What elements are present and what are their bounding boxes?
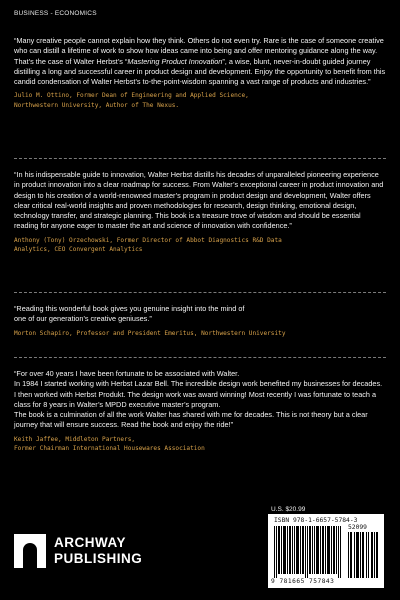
blurb-ottino bbox=[14, 36, 386, 111]
quote-text: “Many creative people cannot explain how they think. Others do not even try. Rare is the case of someone creative who can distill a lifetime of work to show how ideas came into being and offer mentoring guidance along the way. That’s the case of Walter Herbst’s “ bbox=[14, 36, 384, 66]
blurb-attribution bbox=[14, 329, 386, 339]
blurb-quote bbox=[14, 36, 386, 87]
blurb-jaffee bbox=[14, 369, 386, 454]
blurb-paragraph: The book is a culmination of all the work Walter has shared with me for decades. This is not theory but a clear journey that will ensure success. Read the book and enjoy the ride!” bbox=[14, 410, 368, 430]
attribution-line: Northwestern University, Author of The Nexus. bbox=[14, 102, 180, 110]
isbn-label: ISBN 978-1-6657-5784-3 bbox=[274, 517, 358, 524]
publisher-logo bbox=[14, 532, 174, 572]
blurb-paragraph: “For over 40 years I have been fortunate to be associated with Walter. bbox=[14, 369, 240, 378]
quote-line: one of our generation’s creative geniuses.” bbox=[14, 314, 152, 324]
book-title: Mastering Product Innovation bbox=[127, 56, 223, 66]
divider bbox=[14, 357, 386, 358]
category-label: BUSINESS - ECONOMICS bbox=[14, 10, 97, 17]
blurb-attribution bbox=[14, 91, 386, 110]
blurb-orzechowski bbox=[14, 170, 386, 255]
barcode-addon-number: 52099 bbox=[348, 524, 367, 531]
quote-text: ”, a wise, blunt, never-in-doubt guided journey distilling a long and successful career in product design and development. Enjoy the opportunity to benefit from this candid condensation of Walter Herbst’s to-the-point-wisdom spanning a vast range of products and industries.” bbox=[14, 56, 386, 87]
attribution-line: Keith Jaffee, Middleton Partners, bbox=[14, 435, 136, 443]
publisher-name-line2: PUBLISHING bbox=[54, 551, 143, 566]
blurb-attribution bbox=[14, 435, 386, 454]
attribution-line: Former Chairman International Housewares Association bbox=[14, 445, 205, 453]
publisher-name-line1: ARCHWAY bbox=[54, 535, 127, 550]
isbn-barcode bbox=[268, 514, 384, 588]
arch-logo-icon bbox=[14, 534, 46, 568]
attribution-line: Anthony (Tony) Orzechowski, Former Director of Abbot Diagnostics R&D Data bbox=[14, 236, 282, 244]
quote-line: “Reading this wonderful book gives you genuine insight into the mind of bbox=[14, 304, 245, 313]
blurb-quote: “In his indispensable guide to innovation, Walter Herbst distills his decades of unparalleled pioneering experience in product innovation into a clear roadmap for success. From Walter’s exceptional career in product innovation and design to his creation of a world-renowned master’s program in product design and development, Walter offers clear critical real-world insights and proven methodologies for research, design thinking, emotional design, technology transfer, and strategic planning. This book is a treasure trove of wisdom and should be essential reading for anyone eager to master the art and science of innovation with confidence.” bbox=[14, 170, 384, 231]
barcode-addon-icon bbox=[348, 532, 378, 578]
divider bbox=[14, 158, 386, 159]
price-label: U.S. $20.99 bbox=[271, 506, 306, 513]
blurb-attribution bbox=[14, 236, 386, 255]
attribution-line: Julio M. Ottino, Former Dean of Engineering and Applied Science, bbox=[14, 92, 249, 100]
blurb-paragraph: In 1984 I started working with Herbst Lazar Bell. The incredible design work benefited my businesses for decades. I then worked with Herbst Produkt. The design work was award winning! Most recently I was fortunate to teach a class for 8 years in Walter’s MPDD executive master’s program. bbox=[14, 379, 383, 409]
blurb-quote bbox=[14, 304, 386, 325]
barcode-main-icon bbox=[274, 526, 342, 578]
barcode-digits: 9 781665 757843 bbox=[271, 578, 335, 585]
attribution-line: Analytics, CEO Convergent Analytics bbox=[14, 246, 143, 254]
blurb-schapiro bbox=[14, 304, 386, 338]
divider bbox=[14, 292, 386, 293]
attribution-line: Morton Schapiro, Professor and President Emeritus, Northwestern University bbox=[14, 329, 286, 337]
